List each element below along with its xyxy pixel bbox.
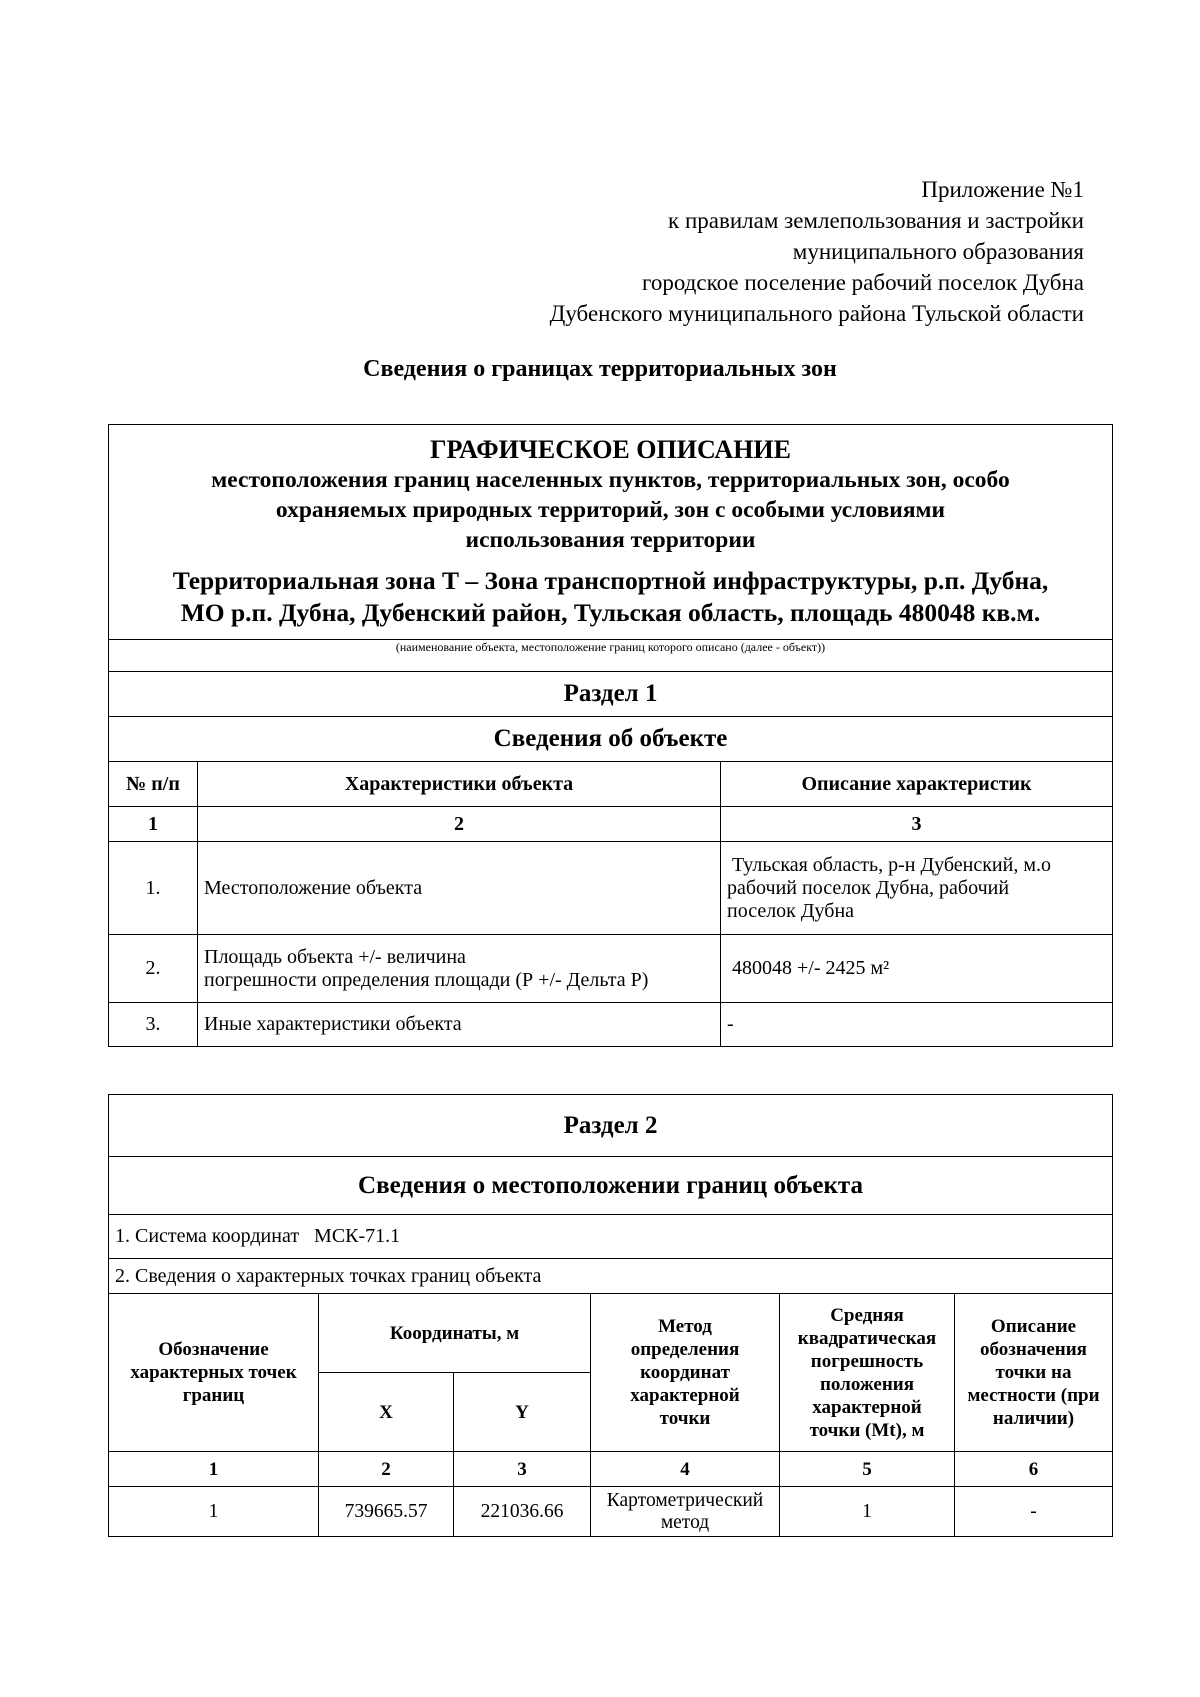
appendix-header (384, 174, 1084, 329)
header-line: точки (659, 1408, 711, 1429)
header-line: характерной (812, 1396, 922, 1418)
col-number: 2 (319, 1452, 454, 1487)
col-number: 6 (955, 1452, 1113, 1487)
header-line: границ (182, 1385, 245, 1406)
header-line: точки на (995, 1362, 1072, 1383)
header-line: Метод (658, 1316, 712, 1337)
col-number: 3 (454, 1452, 591, 1487)
table-row (109, 935, 1113, 1003)
graphic-description-table (108, 424, 1113, 1047)
method-line: Картометрический (606, 1489, 764, 1511)
col-number: 2 (198, 807, 721, 842)
col-number: 3 (721, 807, 1113, 842)
header-line: положения (819, 1373, 915, 1395)
document-title: Сведения о границах территориальных зон (363, 356, 837, 382)
graphic-header-row (109, 425, 1113, 640)
point-error: 1 (780, 1487, 955, 1537)
header-coordinates: Координаты, м (319, 1294, 591, 1373)
section2-subtitle: Сведения о местоположении границ объекта (109, 1157, 1113, 1215)
points-caption-row (109, 1259, 1113, 1294)
row-number: 2. (109, 935, 198, 1003)
section1-title-row (109, 672, 1113, 717)
row-description (721, 1003, 1113, 1047)
header-number: № п/п (109, 762, 198, 807)
section1-title: Раздел 1 (109, 672, 1113, 717)
section1-subtitle-row (109, 717, 1113, 762)
graphic-subtitle-line: местоположения границ населенных пунктов, территориальных зон, особо (211, 467, 1010, 493)
col-number: 4 (591, 1452, 780, 1487)
point-description: - (955, 1487, 1113, 1537)
description-line: - (727, 1013, 734, 1035)
header-x: X (319, 1373, 454, 1452)
col-number: 1 (109, 1452, 319, 1487)
header-description: Описание характеристик (721, 762, 1113, 807)
description-line: Тульская область, р-н Дубенский, м.о (727, 853, 1051, 876)
row-number: 3. (109, 1003, 198, 1047)
header-line: координат (640, 1362, 730, 1383)
header-line: обозначения (980, 1339, 1087, 1360)
header-designation (109, 1294, 319, 1452)
method-line: метод (660, 1511, 710, 1533)
zone-name-line: Территориальная зона Т – Зона транспортной инфраструктуры, р.п. Дубна, (172, 566, 1049, 595)
zone-name-line: МО р.п. Дубна, Дубенский район, Тульская область, площадь 480048 кв.м. (180, 598, 1041, 627)
section2-subtitle-row (109, 1157, 1113, 1215)
characteristic-line: Местоположение объекта (204, 876, 423, 899)
appendix-line: к правилам землепользования и застройки (668, 208, 1084, 233)
table-row (109, 1487, 1113, 1537)
graphic-title: ГРАФИЧЕСКОЕ ОПИСАНИЕ (430, 435, 791, 464)
header-line: местности (при (967, 1385, 1100, 1406)
header-line: Обозначение (158, 1339, 269, 1360)
appendix-line: городское поселение рабочий поселок Дубна (641, 270, 1084, 295)
header-characteristic: Характеристики объекта (198, 762, 721, 807)
characteristic-line: погрешности определения площади (Р +/- Дельта Р) (204, 968, 649, 991)
row-description (721, 935, 1113, 1003)
coord-system: 1. Система координат МСК-71.1 (109, 1215, 1113, 1259)
object-note: (наименование объекта, местоположение границ которого описано (далее - объект)) (395, 640, 826, 654)
header-line: точки (Mt), м (809, 1419, 925, 1441)
description-line: рабочий поселок Дубна, рабочий (727, 876, 1010, 899)
section2-table (108, 1094, 1113, 1537)
section2-title: Раздел 2 (109, 1095, 1113, 1157)
section2-colnum-row (109, 1452, 1113, 1487)
description-line: поселок Дубна (727, 899, 855, 922)
header-method (591, 1294, 780, 1452)
section2-header-row (109, 1294, 1113, 1373)
header-line: погрешность (810, 1350, 924, 1372)
row-characteristic (198, 1003, 721, 1047)
header-line: наличии) (992, 1408, 1075, 1429)
characteristic-line: Площадь объекта +/- величина (204, 945, 466, 968)
header-line: характерных точек (130, 1362, 297, 1383)
note-row (109, 640, 1113, 672)
appendix-line: муниципального образования (792, 239, 1084, 264)
point-x: 739665.57 (319, 1487, 454, 1537)
row-description (721, 842, 1113, 935)
header-line: определения (630, 1339, 740, 1360)
table-row (109, 842, 1113, 935)
section1-header-row (109, 762, 1113, 807)
row-characteristic (198, 842, 721, 935)
point-y: 221036.66 (454, 1487, 591, 1537)
graphic-subtitle-line: использования территории (465, 527, 756, 553)
header-point-description (955, 1294, 1113, 1452)
col-number: 1 (109, 807, 198, 842)
point-method (591, 1487, 780, 1537)
appendix-line: Дубенского муниципального района Тульской области (549, 301, 1084, 326)
header-line: характерной (630, 1385, 740, 1406)
table-row (109, 1003, 1113, 1047)
graphic-subtitle-line: охраняемых природных территорий, зон с особыми условиями (275, 497, 946, 523)
characteristic-line: Иные характеристики объекта (204, 1013, 462, 1035)
description-line: 480048 +/- 2425 м² (727, 957, 890, 979)
header-line: Описание (990, 1316, 1077, 1337)
row-number: 1. (109, 842, 198, 935)
header-line: квадратическая (797, 1327, 937, 1349)
section1-subtitle: Сведения об объекте (109, 717, 1113, 762)
point-designation: 1 (109, 1487, 319, 1537)
col-number: 5 (780, 1452, 955, 1487)
section1-colnum-row (109, 807, 1113, 842)
header-y: Y (454, 1373, 591, 1452)
header-error (780, 1294, 955, 1452)
section2-title-row (109, 1095, 1113, 1157)
header-line: Средняя (830, 1304, 904, 1326)
row-characteristic (198, 935, 721, 1003)
appendix-line: Приложение №1 (921, 177, 1084, 202)
coord-system-row (109, 1215, 1113, 1259)
points-caption: 2. Сведения о характерных точках границ объекта (109, 1259, 1113, 1294)
